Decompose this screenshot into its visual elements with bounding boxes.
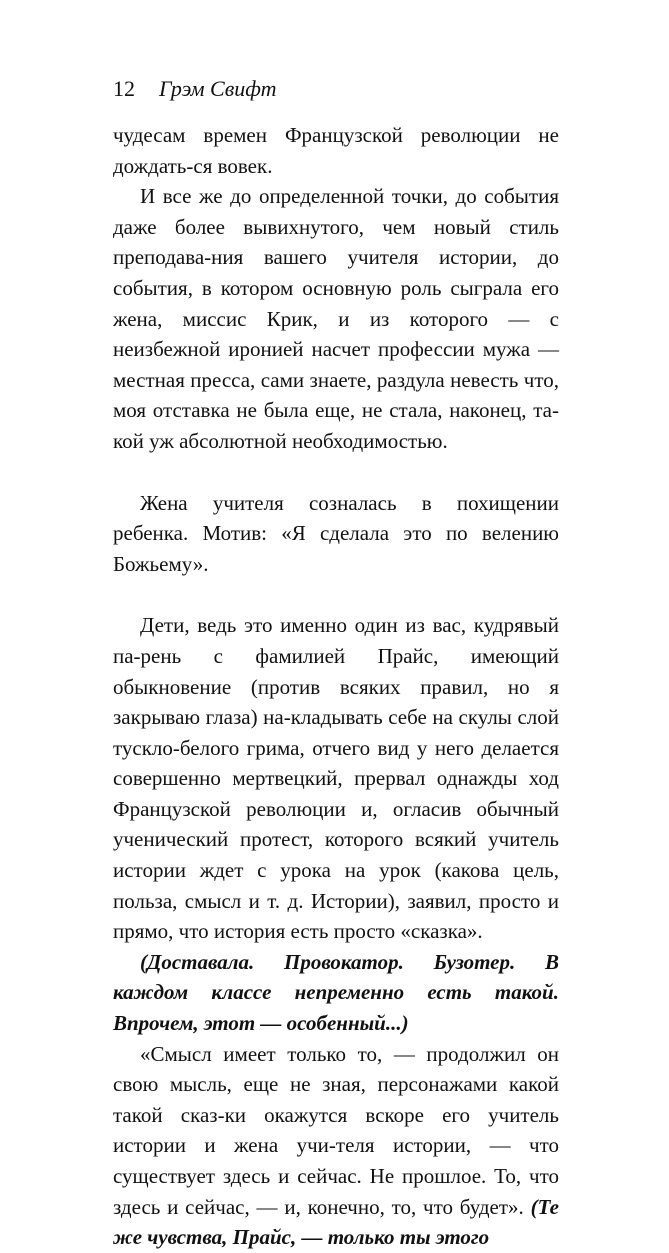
italic-aside-inline: (Те же чувства, Прайс, — только ты этого [113, 1194, 559, 1250]
body-text [113, 120, 559, 1253]
running-title: Грэм Свифт [159, 76, 277, 101]
italic-aside: (Доставала. Провокатор. Бузотер. В каждом классе непременно есть такой. Впрочем, этот — особенный...) [113, 949, 559, 1036]
paragraph: И все же до определенной точки, до события даже более вывихнутого, чем новый стиль преподава-ния вашего учителя истории, до события, в котором основную роль сыграла его жена, миссис Крик, и из которого — с неизбежной иронией насчет профессии мужа — местная пресса, сами знаете, раздула невесть что, моя отставка не была еще, не стала, наконец, та-кой уж абсолютной необходимостью. [113, 184, 559, 453]
paragraph: Дети, ведь это именно один из вас, кудрявый па-рень с фамилией Прайс, имеющий обыкновение (против всяких правил, но я закрываю глаза) на-кладывать себе на скулы слой тускло-белого грима, отчего вид у него делается совершенно мертвецкий, прервал однажды ход Французской революции и, огласив обычный ученический протест, которого всякий учитель истории ждет с урока на урок (какова цель, польза, смысл и т. д. Истории), заявил, просто и прямо, что история есть просто «сказка». [113, 613, 559, 944]
paragraph: чудесам времен Французской революции не дождать-ся вовек. [113, 123, 559, 178]
paragraph [113, 1039, 559, 1253]
paragraph: Жена учителя созналась в похищении ребенка. Мотив: «Я сделала это по велению Божьему». [113, 490, 559, 576]
paragraph-text: «Смысл имеет только то, — продолжил он свою мысль, еще не зная, персонажами какой такой сказ-ки окажутся вскоре его учитель истории и жена учи-теля истории, — что существует здесь и сейчас. Не прошлое. То, что здесь и сейчас, — и, конечно, то, что будет». [113, 1041, 559, 1219]
page-number: 12 [113, 76, 135, 101]
page-header [113, 76, 559, 120]
book-page [113, 76, 559, 1253]
